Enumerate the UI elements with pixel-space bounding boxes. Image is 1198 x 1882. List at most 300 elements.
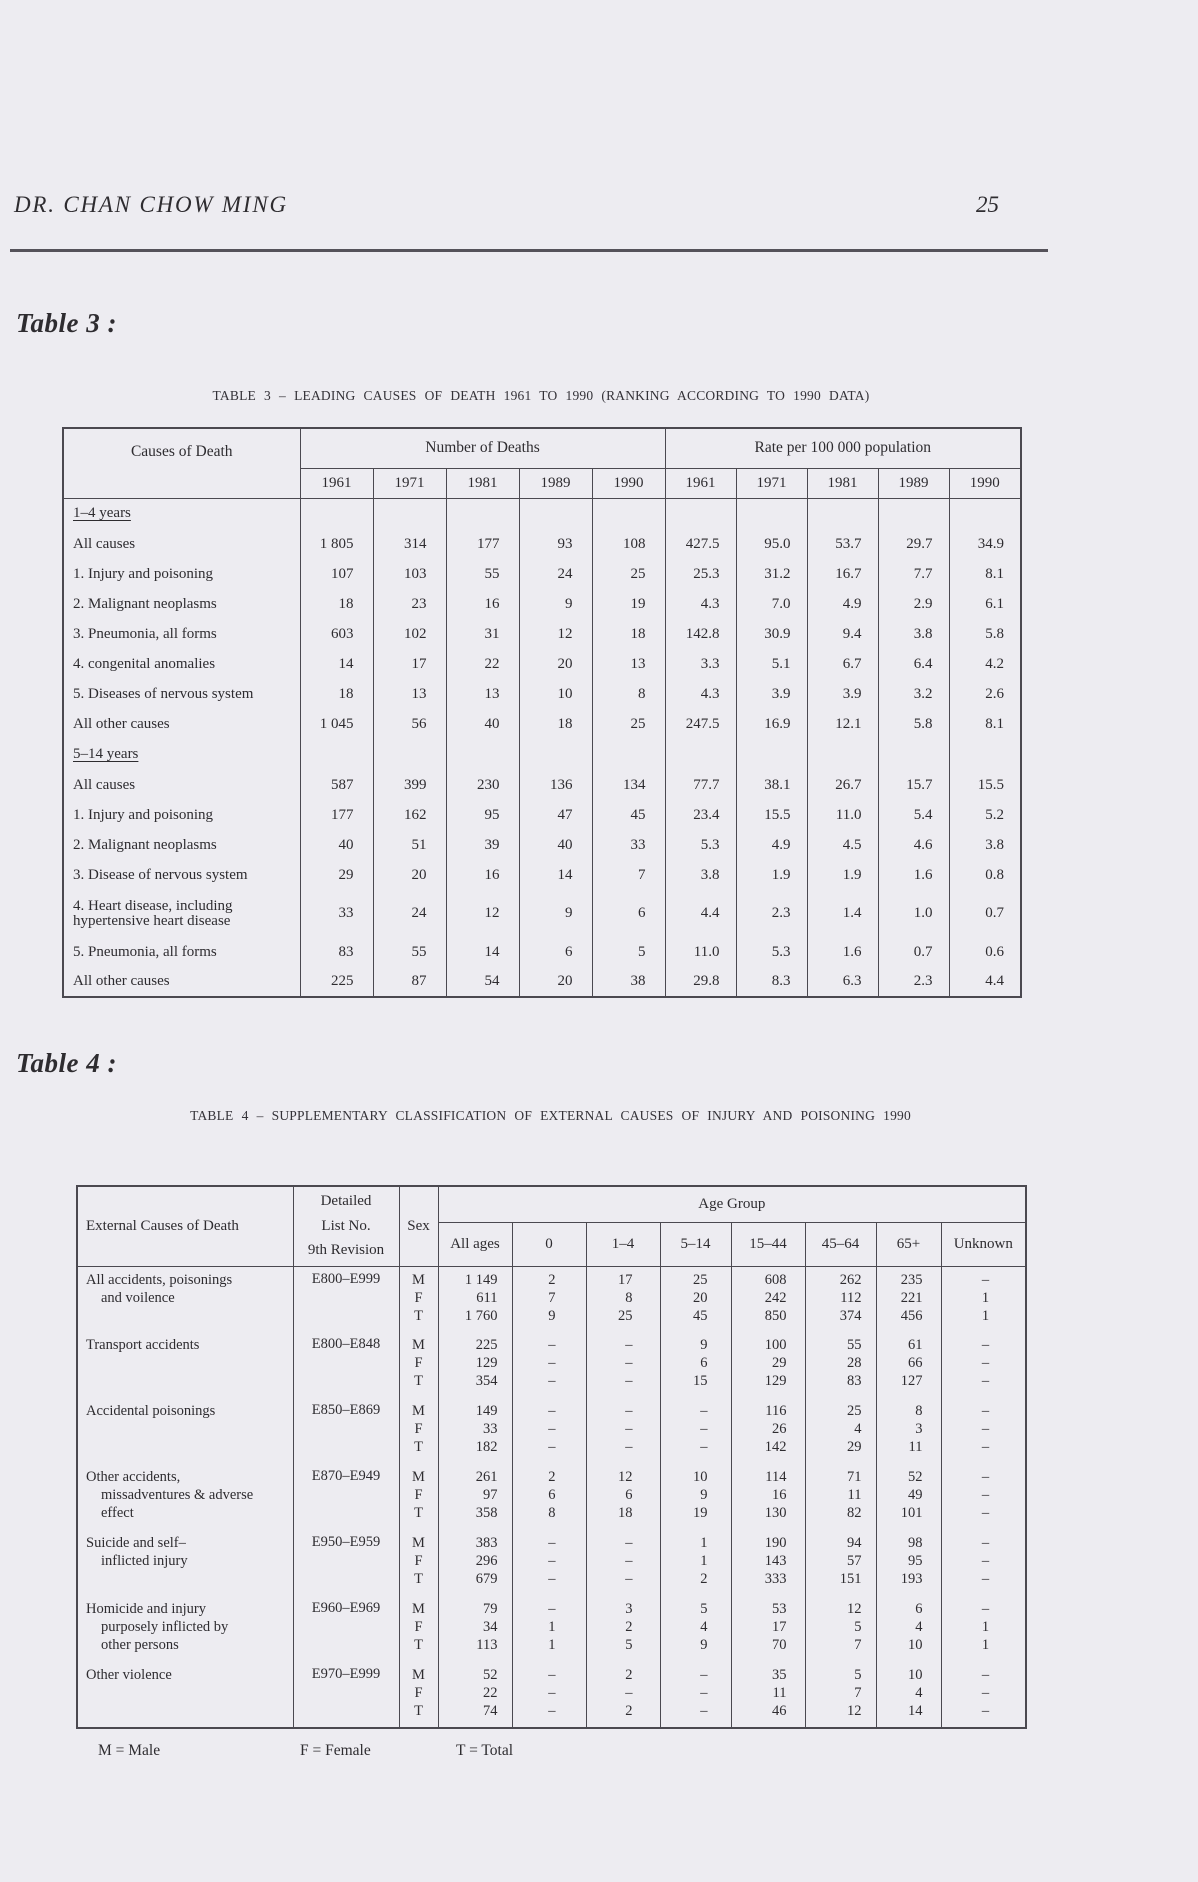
cause-label: 3. Disease of nervous system xyxy=(73,866,248,883)
sex-cell xyxy=(399,1662,438,1728)
age-value: 94 xyxy=(847,1535,862,1551)
deaths-value: 14 xyxy=(519,860,592,890)
age-value: 20 xyxy=(693,1289,708,1306)
rate-value: 5.8 xyxy=(949,619,1021,649)
age-value: 1 xyxy=(981,1307,990,1324)
table4-group-row xyxy=(77,1530,1026,1596)
age-value: – xyxy=(700,1685,708,1701)
age-value: 608 xyxy=(764,1271,787,1288)
age-value-cell xyxy=(512,1332,586,1398)
rate-value: 25.3 xyxy=(665,559,736,589)
age-value-cell xyxy=(941,1596,1026,1662)
age-value-cell xyxy=(731,1266,805,1332)
age-value-cell xyxy=(805,1530,876,1596)
deaths-value: 136 xyxy=(519,770,592,800)
age-value: 15 xyxy=(693,1373,708,1389)
sex-label: T xyxy=(414,1373,423,1389)
rate-value: 12.1 xyxy=(807,709,878,739)
age-value-cell xyxy=(876,1530,941,1596)
age-value: 358 xyxy=(475,1505,498,1521)
empty-cell xyxy=(373,498,446,529)
table4-group-row xyxy=(77,1398,1026,1464)
age-value: 1 xyxy=(548,1619,556,1635)
external-cause-line: Suicide and self– xyxy=(86,1535,186,1551)
age-value: 9 xyxy=(548,1307,556,1324)
age-value: 221 xyxy=(900,1289,923,1306)
age-value: 354 xyxy=(475,1373,498,1389)
age-value: 79 xyxy=(483,1601,498,1617)
table3-year-header: 1990 xyxy=(592,468,665,498)
age-value: 10 xyxy=(908,1637,923,1653)
deaths-value: 20 xyxy=(373,860,446,890)
deaths-value: 107 xyxy=(300,559,373,589)
rate-value: 4.4 xyxy=(665,890,736,937)
rate-value: 5.4 xyxy=(878,800,949,830)
rate-value: 4.6 xyxy=(878,830,949,860)
age-value: 1 xyxy=(700,1553,708,1569)
age-value: – xyxy=(981,1571,990,1587)
age-value-cell xyxy=(941,1464,1026,1530)
rate-value: 6.4 xyxy=(878,649,949,679)
deaths-value: 13 xyxy=(446,679,519,709)
external-cause-line: purposely inflicted by xyxy=(101,1619,229,1635)
external-cause-line: effect xyxy=(101,1505,134,1521)
sex-label: F xyxy=(414,1553,423,1569)
sex-label: T xyxy=(414,1439,423,1455)
age-value: 333 xyxy=(764,1571,787,1587)
empty-cell xyxy=(300,498,373,529)
age-value: 18 xyxy=(618,1505,633,1521)
age-value: 2 xyxy=(548,1271,556,1288)
deaths-value: 55 xyxy=(373,937,446,967)
table4-col-age-group: Age Group xyxy=(438,1186,1026,1222)
cause-cell xyxy=(63,649,300,679)
cause-label: 4. congenital anomalies xyxy=(73,655,216,672)
table4-header xyxy=(77,1186,1026,1266)
table3-year-header: 1990 xyxy=(949,468,1021,498)
rate-value: 247.5 xyxy=(665,709,736,739)
deaths-value: 18 xyxy=(519,709,592,739)
external-cause-line: Transport accidents xyxy=(86,1337,200,1353)
rate-value: 3.8 xyxy=(665,860,736,890)
age-value: 49 xyxy=(908,1487,923,1503)
cause-label: 3. Pneumonia, all forms xyxy=(73,625,217,642)
rate-value: 30.9 xyxy=(736,619,807,649)
age-value: 1 149 xyxy=(464,1271,498,1288)
age-value-cell xyxy=(586,1332,660,1398)
age-value: 25 xyxy=(847,1403,862,1419)
age-value: – xyxy=(700,1403,708,1419)
age-value-cell xyxy=(512,1662,586,1728)
rate-value: 26.7 xyxy=(807,770,878,800)
age-value: 6 xyxy=(700,1355,708,1371)
page-number: 25 xyxy=(976,192,999,217)
rate-value: 427.5 xyxy=(665,529,736,559)
sex-label: M xyxy=(412,1337,425,1353)
table4-caption: TABLE 4 – SUPPLEMENTARY CLASSIFICATION OF EXTERNAL CAUSES OF INJURY AND POISONING 1990 xyxy=(190,1108,911,1123)
rate-value: 8.1 xyxy=(949,709,1021,739)
age-value-cell xyxy=(586,1464,660,1530)
table4-age-header: 65+ xyxy=(876,1222,941,1266)
deaths-value: 10 xyxy=(519,679,592,709)
rate-value: 6.3 xyxy=(807,967,878,997)
age-value: 61 xyxy=(908,1337,923,1353)
list-no-header-lines xyxy=(295,1190,398,1262)
rate-value: 16.9 xyxy=(736,709,807,739)
table4-heading: Table 4 : xyxy=(16,1048,117,1078)
deaths-value: 25 xyxy=(592,709,665,739)
deaths-value: 13 xyxy=(373,679,446,709)
cause-cell xyxy=(63,860,300,890)
table3-year-header: 1981 xyxy=(807,468,878,498)
rate-value: 4.3 xyxy=(665,679,736,709)
deaths-value: 93 xyxy=(519,529,592,559)
legend-total: T = Total xyxy=(456,1742,514,1759)
external-cause-line: missadventures & adverse xyxy=(101,1487,254,1503)
external-cause-cell xyxy=(77,1332,293,1398)
age-value-cell xyxy=(805,1266,876,1332)
list-no-line-1: Detailed xyxy=(320,1193,372,1210)
deaths-value: 16 xyxy=(446,589,519,619)
age-value: 6 xyxy=(548,1487,556,1503)
sex-label: M xyxy=(412,1601,425,1617)
cause-cell xyxy=(63,800,300,830)
age-value-cell xyxy=(941,1530,1026,1596)
age-value: 129 xyxy=(764,1373,787,1389)
rate-value: 23.4 xyxy=(665,800,736,830)
empty-cell xyxy=(373,739,446,770)
rate-value: 6.1 xyxy=(949,589,1021,619)
table3-data-row xyxy=(63,709,1021,739)
external-cause-cell xyxy=(77,1464,293,1530)
age-value: – xyxy=(548,1667,556,1683)
empty-cell xyxy=(446,498,519,529)
deaths-value: 7 xyxy=(592,860,665,890)
external-cause-line: Other violence xyxy=(86,1667,172,1683)
age-value: – xyxy=(548,1601,556,1617)
age-value: 83 xyxy=(847,1373,862,1389)
age-value: 12 xyxy=(847,1703,862,1719)
table3-year-header: 1989 xyxy=(519,468,592,498)
age-value-cell xyxy=(731,1464,805,1530)
age-value: 52 xyxy=(908,1469,923,1485)
age-value: – xyxy=(548,1571,556,1587)
age-value: – xyxy=(981,1469,990,1485)
cause-label: 4. Heart disease, including xyxy=(73,897,233,914)
deaths-value: 45 xyxy=(592,800,665,830)
section-cell xyxy=(63,498,300,529)
deaths-value: 5 xyxy=(592,937,665,967)
sex-label: T xyxy=(414,1571,423,1587)
age-value: 2 xyxy=(548,1469,556,1485)
deaths-value: 24 xyxy=(373,890,446,937)
table4-group-header-row xyxy=(77,1186,1026,1222)
age-value-cell xyxy=(876,1464,941,1530)
deaths-value: 20 xyxy=(519,967,592,997)
deaths-value: 87 xyxy=(373,967,446,997)
deaths-value: 17 xyxy=(373,649,446,679)
rate-value: 38.1 xyxy=(736,770,807,800)
age-value: 22 xyxy=(483,1685,498,1701)
external-cause-line: Homicide and injury xyxy=(86,1601,207,1617)
age-value: 9 xyxy=(700,1637,708,1653)
table3-section-label: 5–14 years xyxy=(73,746,139,762)
empty-cell xyxy=(665,739,736,770)
rate-value: 142.8 xyxy=(665,619,736,649)
age-value: 3 xyxy=(625,1601,633,1617)
sex-label: F xyxy=(414,1619,423,1635)
deaths-value: 1 045 xyxy=(300,709,373,739)
deaths-value: 108 xyxy=(592,529,665,559)
deaths-value: 33 xyxy=(592,830,665,860)
age-value: – xyxy=(625,1439,633,1455)
deaths-value: 177 xyxy=(300,800,373,830)
age-value: 11 xyxy=(847,1487,862,1503)
empty-cell xyxy=(300,739,373,770)
age-value-cell xyxy=(805,1662,876,1728)
rate-value: 29.7 xyxy=(878,529,949,559)
external-cause-line: and voilence xyxy=(101,1289,175,1306)
age-value: – xyxy=(548,1535,556,1551)
table3-year-header: 1961 xyxy=(300,468,373,498)
age-value-cell xyxy=(438,1332,512,1398)
rate-value: 3.9 xyxy=(807,679,878,709)
table4-col-cause: External Causes of Death xyxy=(77,1186,293,1266)
age-value-cell xyxy=(731,1596,805,1662)
legend-male: M = Male xyxy=(98,1742,161,1759)
age-value: 97 xyxy=(483,1487,498,1503)
rate-value: 4.5 xyxy=(807,830,878,860)
sex-cell xyxy=(399,1398,438,1464)
age-value-cell xyxy=(805,1332,876,1398)
age-value: 34 xyxy=(483,1619,498,1635)
age-value: 16 xyxy=(772,1487,787,1503)
deaths-value: 40 xyxy=(300,830,373,860)
age-value: 261 xyxy=(475,1469,498,1485)
age-value: 46 xyxy=(772,1703,787,1719)
empty-cell xyxy=(665,498,736,529)
cause-cell xyxy=(63,529,300,559)
deaths-value: 51 xyxy=(373,830,446,860)
rate-value: 4.9 xyxy=(807,589,878,619)
age-value: 114 xyxy=(765,1469,787,1485)
table3 xyxy=(62,427,1022,998)
age-value-cell xyxy=(876,1398,941,1464)
rate-value: 4.9 xyxy=(736,830,807,860)
rate-value: 5.8 xyxy=(878,709,949,739)
age-value-cell xyxy=(876,1596,941,1662)
age-value: – xyxy=(700,1439,708,1455)
rate-value: 77.7 xyxy=(665,770,736,800)
cause-cell xyxy=(63,937,300,967)
age-value: 1 xyxy=(548,1637,556,1653)
age-value: 235 xyxy=(900,1271,923,1288)
age-value: – xyxy=(625,1571,633,1587)
table4-age-header: Unknown xyxy=(941,1222,1026,1266)
sex-label: F xyxy=(414,1289,423,1306)
age-value: 17 xyxy=(772,1619,787,1635)
cause-label-line2: hypertensive heart disease xyxy=(73,912,231,929)
age-value-cell xyxy=(512,1464,586,1530)
rate-value: 0.7 xyxy=(949,890,1021,937)
age-value: 25 xyxy=(618,1307,633,1324)
age-value: 101 xyxy=(900,1505,923,1521)
age-value-cell xyxy=(941,1398,1026,1464)
age-value: – xyxy=(548,1403,556,1419)
age-value: 10 xyxy=(908,1667,923,1683)
table3-data-row xyxy=(63,649,1021,679)
age-value: 52 xyxy=(483,1667,498,1683)
age-value-cell xyxy=(660,1662,731,1728)
age-value: 262 xyxy=(839,1271,862,1288)
sex-label: M xyxy=(412,1667,425,1683)
deaths-value: 47 xyxy=(519,800,592,830)
age-value: 8 xyxy=(548,1505,556,1521)
deaths-value: 225 xyxy=(300,967,373,997)
author-name: DR. CHAN CHOW MING xyxy=(14,192,288,217)
deaths-value: 13 xyxy=(592,649,665,679)
deaths-value: 20 xyxy=(519,649,592,679)
age-value: – xyxy=(700,1667,708,1683)
table3-year-header: 1971 xyxy=(736,468,807,498)
empty-cell xyxy=(878,739,949,770)
sex-label: T xyxy=(414,1703,423,1719)
cause-cell xyxy=(63,967,300,997)
rate-value: 7.7 xyxy=(878,559,949,589)
deaths-value: 1 805 xyxy=(300,529,373,559)
external-cause-cell xyxy=(77,1596,293,1662)
age-value: – xyxy=(625,1535,633,1551)
deaths-value: 399 xyxy=(373,770,446,800)
age-value: 2 xyxy=(625,1619,633,1635)
external-cause-cell xyxy=(77,1398,293,1464)
age-value: – xyxy=(625,1403,633,1419)
rate-value: 11.0 xyxy=(807,800,878,830)
deaths-value: 314 xyxy=(373,529,446,559)
cause-label: 1. Injury and poisoning xyxy=(73,806,213,823)
age-value: – xyxy=(625,1685,633,1701)
age-value: 10 xyxy=(693,1469,708,1485)
age-value: 6 xyxy=(915,1601,923,1617)
age-value-cell xyxy=(586,1530,660,1596)
age-value: 5 xyxy=(854,1619,862,1635)
external-cause-cell xyxy=(77,1530,293,1596)
age-value: – xyxy=(981,1439,990,1455)
table4-age-header: 5–14 xyxy=(660,1222,731,1266)
deaths-value: 95 xyxy=(446,800,519,830)
rate-value: 1.9 xyxy=(736,860,807,890)
age-value: – xyxy=(548,1373,556,1389)
age-value: – xyxy=(981,1505,990,1521)
rate-value: 7.0 xyxy=(736,589,807,619)
rate-value: 3.8 xyxy=(949,830,1021,860)
table3-section-row xyxy=(63,739,1021,770)
rate-value: 3.8 xyxy=(878,619,949,649)
external-cause-line: Other accidents, xyxy=(86,1469,181,1485)
external-cause-line: Accidental poisonings xyxy=(86,1403,216,1419)
age-value: 129 xyxy=(475,1355,498,1371)
table3-section-row xyxy=(63,498,1021,529)
rate-value: 1.6 xyxy=(878,860,949,890)
table3-year-header: 1989 xyxy=(878,468,949,498)
sex-cell xyxy=(399,1266,438,1332)
age-value-cell xyxy=(586,1398,660,1464)
age-value: 374 xyxy=(839,1307,862,1324)
age-value: 142 xyxy=(764,1439,787,1455)
age-value: 100 xyxy=(764,1337,787,1353)
age-value: 2 xyxy=(625,1703,633,1719)
deaths-value: 18 xyxy=(300,589,373,619)
rate-value: 6.7 xyxy=(807,649,878,679)
table4-group-row xyxy=(77,1332,1026,1398)
deaths-value: 18 xyxy=(592,619,665,649)
cause-cell xyxy=(63,679,300,709)
rate-value: 5.3 xyxy=(736,937,807,967)
age-value-cell xyxy=(731,1332,805,1398)
age-value: 9 xyxy=(700,1487,708,1503)
age-value: 611 xyxy=(476,1289,498,1306)
deaths-value: 230 xyxy=(446,770,519,800)
rate-value: 0.7 xyxy=(878,937,949,967)
deaths-value: 12 xyxy=(446,890,519,937)
age-value: 57 xyxy=(847,1553,862,1569)
age-value-cell xyxy=(586,1266,660,1332)
table4-col-sex: Sex xyxy=(399,1186,438,1266)
age-value: 2 xyxy=(625,1667,633,1683)
rate-value: 4.4 xyxy=(949,967,1021,997)
list-no-line-2: List No. xyxy=(321,1217,371,1234)
empty-cell xyxy=(736,739,807,770)
age-value: 1 xyxy=(981,1619,990,1635)
age-value: 112 xyxy=(840,1289,862,1306)
deaths-value: 162 xyxy=(373,800,446,830)
age-value: – xyxy=(981,1553,990,1569)
empty-cell xyxy=(519,498,592,529)
cause-cell xyxy=(63,709,300,739)
table3-data-row xyxy=(63,860,1021,890)
age-value: 26 xyxy=(772,1421,787,1437)
age-value-cell xyxy=(941,1332,1026,1398)
age-value: 143 xyxy=(764,1553,787,1569)
age-value-cell xyxy=(660,1530,731,1596)
rate-value: 11.0 xyxy=(665,937,736,967)
table3-data-row xyxy=(63,890,1021,937)
age-value-cell xyxy=(512,1266,586,1332)
cause-cell xyxy=(63,589,300,619)
age-value: 19 xyxy=(693,1505,708,1521)
age-value-cell xyxy=(941,1266,1026,1332)
age-value: 5 xyxy=(625,1637,633,1653)
age-value: – xyxy=(548,1685,556,1701)
age-value: – xyxy=(981,1535,990,1551)
empty-cell xyxy=(446,739,519,770)
empty-cell xyxy=(807,739,878,770)
sex-cell xyxy=(399,1530,438,1596)
age-value-cell xyxy=(805,1398,876,1464)
age-value: 70 xyxy=(772,1637,787,1653)
age-value: 149 xyxy=(475,1403,498,1419)
age-value-cell xyxy=(438,1464,512,1530)
rate-value: 4.2 xyxy=(949,649,1021,679)
deaths-value: 177 xyxy=(446,529,519,559)
table3-col-rate: Rate per 100 000 population xyxy=(665,428,1021,468)
table3-year-header: 1981 xyxy=(446,468,519,498)
table3-header xyxy=(63,428,1021,498)
age-value: – xyxy=(548,1703,556,1719)
age-value: 127 xyxy=(900,1373,923,1389)
age-value: 9 xyxy=(700,1337,708,1353)
age-value: 5 xyxy=(700,1601,708,1617)
